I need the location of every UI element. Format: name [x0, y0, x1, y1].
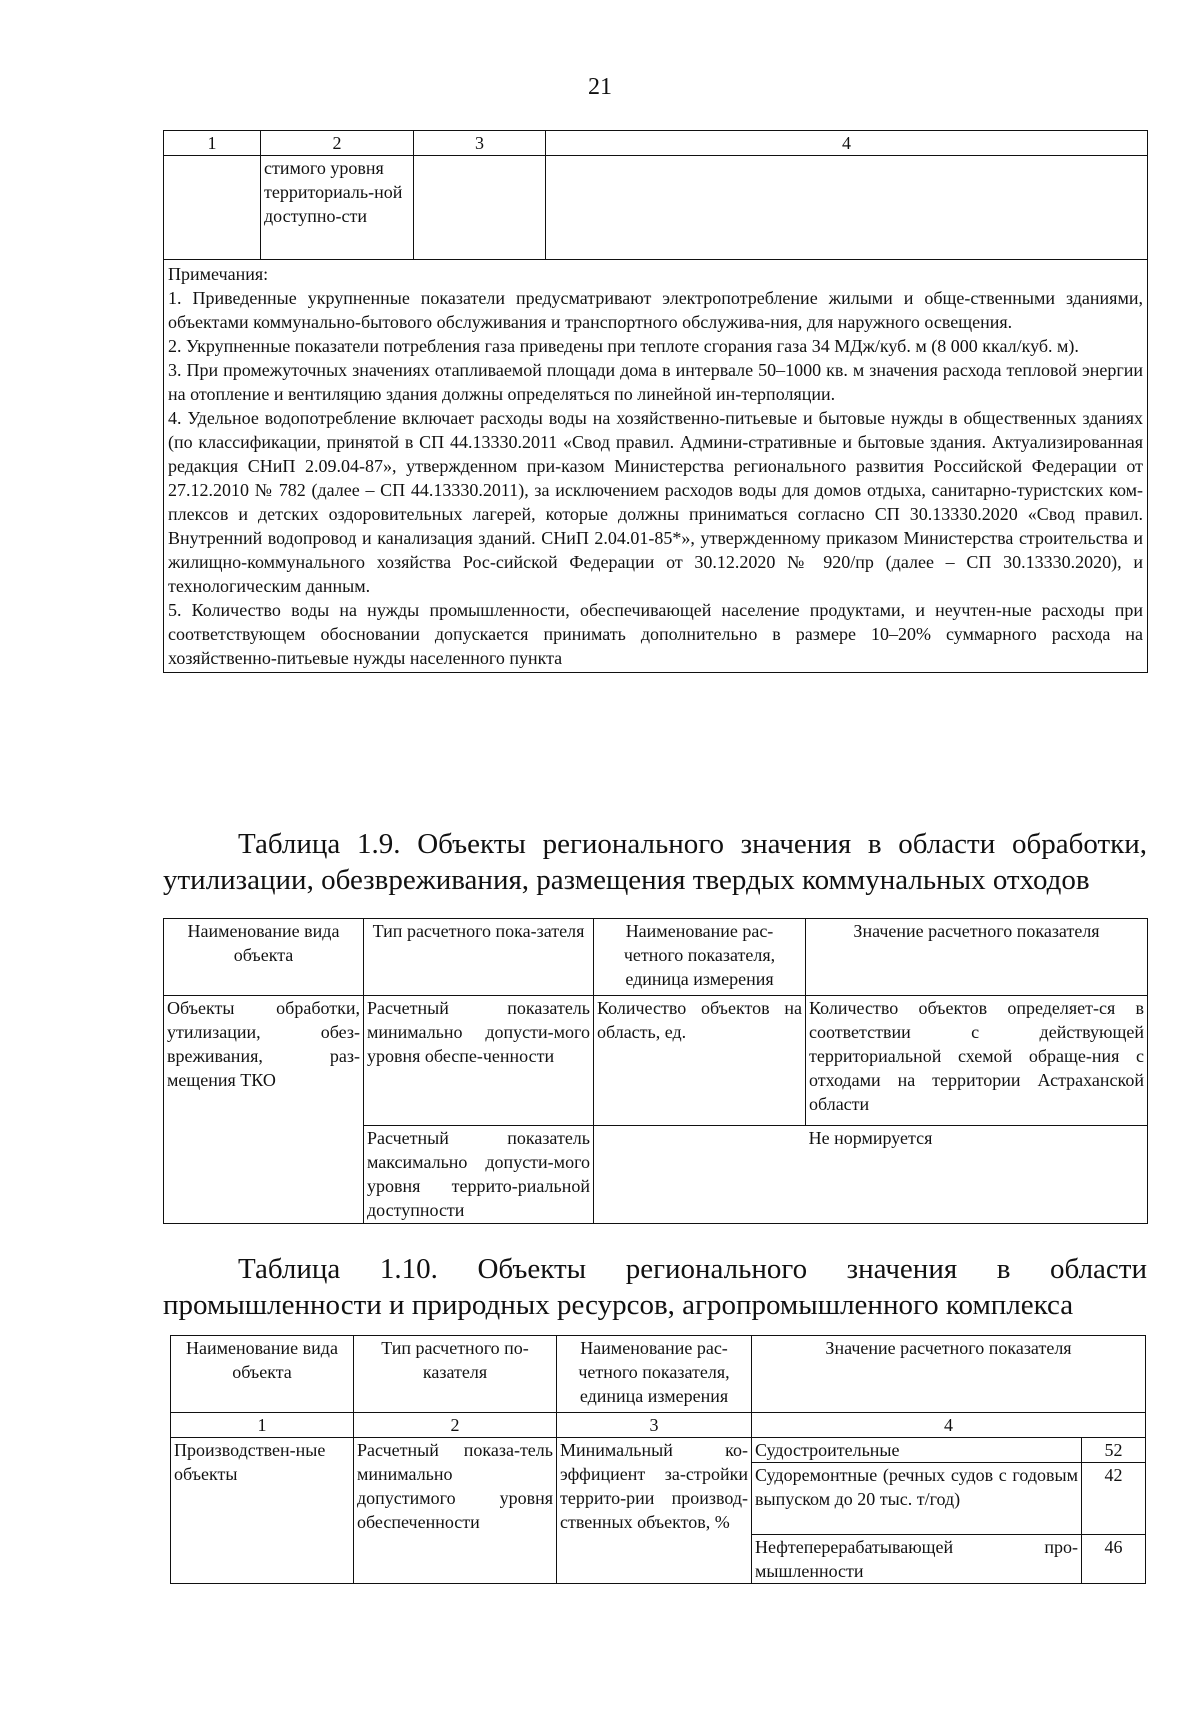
industry-name: Судостроительные: [752, 1438, 1082, 1463]
indicator-type: Расчетный показатель минимально допусти-мого уровня обеспе-ченности: [364, 996, 594, 1126]
note-item: 2. Укрупненные показатели потребления газа приведены при теплоте сгорания газа 34 МДж/куб. м (8 000 ккал/куб. м).: [168, 336, 1079, 356]
column-header: Наименование вида объекта: [164, 919, 364, 996]
col-number: 4: [752, 1413, 1146, 1438]
col-number: 1: [171, 1413, 354, 1438]
indicator-type: Расчетный показа-тель минимально допустимого уровня обеспеченности: [354, 1438, 557, 1584]
note-item: 3. При промежуточных значениях отапливаемой площади дома в интервале 50–1000 кв. м значения расхода тепловой энергии на отопление и вентиляцию здания должны определяться по линейной ин-терполяции.: [168, 360, 1143, 404]
object-name: Производствен-ные объекты: [171, 1438, 354, 1584]
industry-value: 46: [1082, 1535, 1146, 1584]
indicator-value: Количество объектов определяет-ся в соответствии с действующей территориальной схемой обраще-ния с отходами на территории Астраханской области: [806, 996, 1148, 1126]
industry-value: 52: [1082, 1438, 1146, 1463]
page-number: 21: [588, 74, 612, 100]
column-header: Тип расчетного по-казателя: [354, 1336, 557, 1413]
column-header: Наименование вида объекта: [171, 1336, 354, 1413]
indicator-name: Количество объектов на область, ед.: [594, 996, 806, 1126]
table-cell: стимого уровня территориаль-ной доступно-сти: [261, 156, 414, 260]
table-1-10-caption: Таблица 1.10. Объекты регионального значения в области промышленности и природных ресурсов, агропромышленного комплекса: [163, 1253, 1147, 1321]
table-1-9: [163, 918, 1148, 1224]
industry-name: Судоремонтные (речных судов с годовым выпуском до 20 тыс. т/год): [752, 1463, 1082, 1535]
note-item: 1. Приведенные укрупненные показатели предусматривают электропотребление жилыми и обще-ственными зданиями, объектами коммунально-бытового обслуживания и транспортного обслужива-ния, для наружного освещения.: [168, 288, 1143, 332]
indicator-value: Не нормируется: [594, 1126, 1148, 1224]
col-number: 2: [354, 1413, 557, 1438]
table-cell: [546, 156, 1148, 260]
table-previous-continuation: [163, 130, 1148, 673]
col-number: 3: [557, 1413, 752, 1438]
notes-title: Примечания:: [168, 264, 269, 284]
table-1-10: [170, 1335, 1146, 1584]
column-header: Тип расчетного пока-зателя: [364, 919, 594, 996]
industry-value: 42: [1082, 1463, 1146, 1535]
note-item: 4. Удельное водопотребление включает расходы воды на хозяйственно-питьевые и бытовые нужды в общественных зданиях (по классификации, принятой в СП 44.13330.2011 «Свод правил. Админи-стративные и бытовые здания. Актуализированная редакция СНиП 2.09.04-87», утвержденном при-казом Министерства регионального развития Российской Федерации от 27.12.2010 № 782 (далее – СП 44.13330.2011), за исключением расходов воды для домов отдыха, санитарно-туристских ком-плексов и детских оздоровительных лагерей, которые должны приниматься согласно СП 30.13330.2020 «Свод правил. Внутренний водопровод и канализация зданий. СНиП 2.04.01-85*», утвержденному приказом Министерства строительства и жилищно-коммунального хозяйства Рос-сийской Федерации от 30.12.2020 № 920/пр (далее – СП 30.13330.2020), и технологическим данным.: [168, 408, 1143, 596]
table-cell: [164, 156, 261, 260]
table-cell: [414, 156, 546, 260]
note-item: 5. Количество воды на нужды промышленности, обеспечивающей население продуктами, и неучтен-ные расходы при соответствующем обосновании допускается принимать дополнительно в размере 10–20% суммарного расхода на хозяйственно-питьевые нужды населенного пункта: [168, 600, 1143, 668]
notes-cell: [164, 260, 1148, 673]
indicator-type: Расчетный показатель максимально допусти-мого уровня террито-риальной доступности: [364, 1126, 594, 1224]
col-number: 3: [414, 131, 546, 156]
col-number: 2: [261, 131, 414, 156]
table-1-9-caption: Таблица 1.9. Объекты регионального значения в области обработки, утилизации, обезвреживания, размещения твердых коммунальных отходов: [163, 828, 1147, 896]
column-header: Значение расчетного показателя: [806, 919, 1148, 996]
column-header: Наименование рас-четного показателя, единица измерения: [557, 1336, 752, 1413]
col-number: 4: [546, 131, 1148, 156]
industry-name: Нефтеперерабатывающей про-мышленности: [752, 1535, 1082, 1584]
indicator-name: Минимальный ко-эффициент за-стройки террито-рии производ-ственных объектов, %: [557, 1438, 752, 1584]
col-number: 1: [164, 131, 261, 156]
column-header: Значение расчетного показателя: [752, 1336, 1146, 1413]
column-header: Наименование рас-четного показателя, единица измерения: [594, 919, 806, 996]
object-name: Объекты обработки, утилизации, обез-вреживания, раз-мещения ТКО: [164, 996, 364, 1224]
